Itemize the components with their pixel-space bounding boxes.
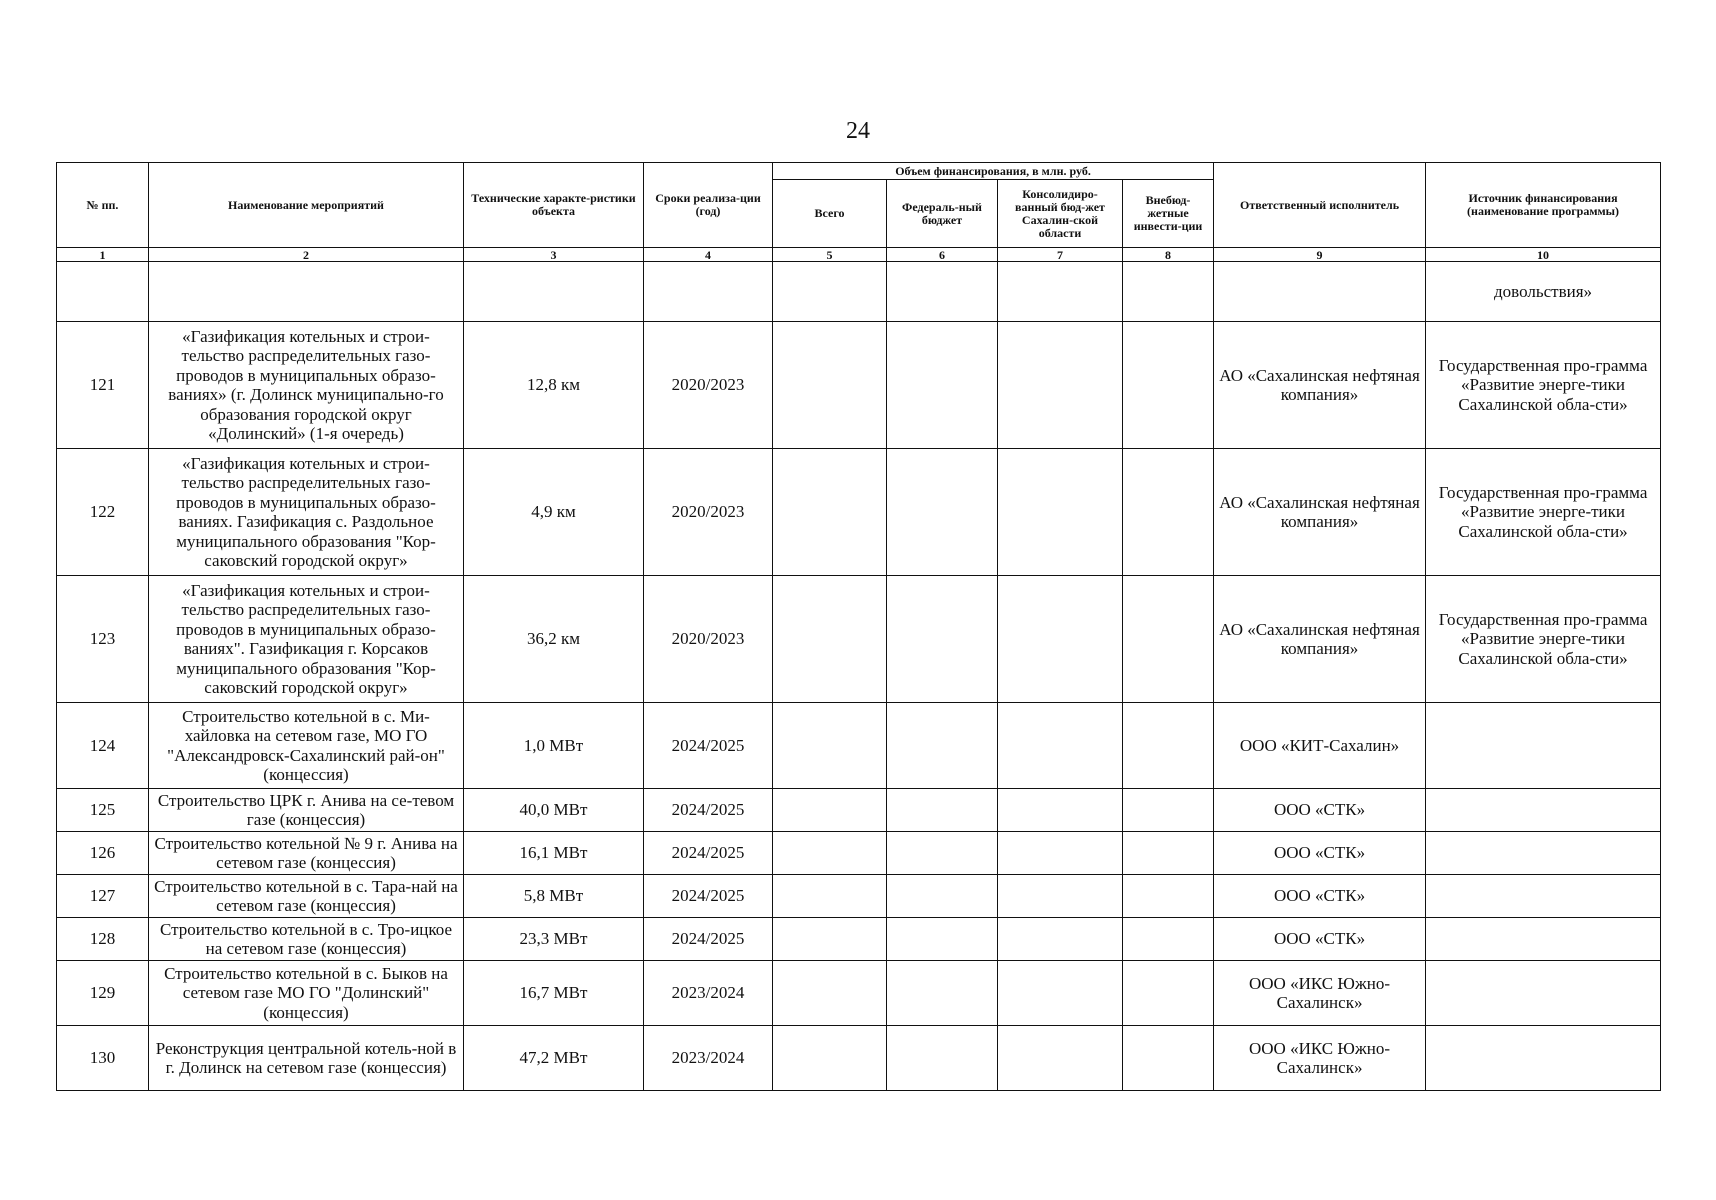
header-source: Источник финансирования (наименование программы) <box>1426 163 1661 248</box>
column-number: 2 <box>149 248 464 262</box>
row-number: 123 <box>57 576 149 703</box>
row-terms: 2024/2025 <box>644 789 773 832</box>
header-terms: Сроки реализа-ции (год) <box>644 163 773 248</box>
row-source: Государственная про-грамма «Развитие энерге-тики Сахалинской обла-сти» <box>1426 322 1661 449</box>
row-terms: 2024/2025 <box>644 703 773 789</box>
row-terms: 2020/2023 <box>644 576 773 703</box>
row-name: Строительство котельной № 9 г. Анива на сетевом газе (концессия) <box>149 832 464 875</box>
row-tech: 4,9 км <box>464 449 644 576</box>
row-number: 130 <box>57 1026 149 1091</box>
header-funding-group: Объем финансирования, в млн. руб. <box>773 163 1214 180</box>
row-source <box>1426 961 1661 1026</box>
table-row <box>57 1026 1661 1091</box>
row-source <box>1426 832 1661 875</box>
row-executor: ООО «КИТ-Сахалин» <box>1214 703 1426 789</box>
table-row <box>57 449 1661 576</box>
header-name: Наименование мероприятий <box>149 163 464 248</box>
column-numbers-row <box>57 248 1661 262</box>
header-tech: Технические характе-ристики объекта <box>464 163 644 248</box>
row-name: «Газификация котельных и строи-тельство распределительных газо-проводов в муниципальных образо-ваниях» (г. Долинск муниципально-го образования городской округ «Долинский» (1-я очередь) <box>149 322 464 449</box>
header-federal: Федераль-ный бюджет <box>887 180 998 248</box>
row-executor: ООО «ИКС Южно-Сахалинск» <box>1214 1026 1426 1091</box>
table-row <box>57 875 1661 918</box>
row-tech: 12,8 км <box>464 322 644 449</box>
header-num: № пп. <box>57 163 149 248</box>
row-tech: 36,2 км <box>464 576 644 703</box>
row-terms: 2023/2024 <box>644 1026 773 1091</box>
row-number: 124 <box>57 703 149 789</box>
column-number: 7 <box>998 248 1123 262</box>
column-number: 9 <box>1214 248 1426 262</box>
row-name: Строительство котельной в с. Быков на сетевом газе МО ГО "Долинский" (концессия) <box>149 961 464 1026</box>
row-executor: АО «Сахалинская нефтяная компания» <box>1214 449 1426 576</box>
continuation-row <box>57 262 1661 322</box>
row-name: Реконструкция центральной котель-ной в г. Долинск на сетевом газе (концессия) <box>149 1026 464 1091</box>
row-source: Государственная про-грамма «Развитие энерге-тики Сахалинской обла-сти» <box>1426 449 1661 576</box>
row-source <box>1426 703 1661 789</box>
row-executor: АО «Сахалинская нефтяная компания» <box>1214 576 1426 703</box>
row-number: 129 <box>57 961 149 1026</box>
row-terms: 2024/2025 <box>644 875 773 918</box>
row-terms: 2024/2025 <box>644 918 773 961</box>
row-executor: ООО «СТК» <box>1214 832 1426 875</box>
row-tech: 40,0 МВт <box>464 789 644 832</box>
row-executor: ООО «СТК» <box>1214 789 1426 832</box>
row-terms: 2024/2025 <box>644 832 773 875</box>
row-source <box>1426 1026 1661 1091</box>
row-source <box>1426 789 1661 832</box>
row-source <box>1426 875 1661 918</box>
row-terms: 2020/2023 <box>644 449 773 576</box>
table-row <box>57 961 1661 1026</box>
row-name: Строительство котельной в с. Ми-хайловка на сетевом газе, МО ГО "Александровск-Сахалинский рай-он" (концессия) <box>149 703 464 789</box>
row-source <box>1426 918 1661 961</box>
table-row <box>57 322 1661 449</box>
row-tech: 16,1 МВт <box>464 832 644 875</box>
row-number: 127 <box>57 875 149 918</box>
row-source: Государственная про-грамма «Развитие энерге-тики Сахалинской обла-сти» <box>1426 576 1661 703</box>
funding-table <box>56 162 1661 1091</box>
row-number: 125 <box>57 789 149 832</box>
row-name: «Газификация котельных и строи-тельство распределительных газо-проводов в муниципальных образо-ваниях. Газификация с. Раздольное муниципального образования "Кор-саковский городской округ» <box>149 449 464 576</box>
row-number: 121 <box>57 322 149 449</box>
header-total: Всего <box>773 180 887 248</box>
row-number: 128 <box>57 918 149 961</box>
continuation-text: довольствия» <box>1426 262 1661 322</box>
table-row <box>57 789 1661 832</box>
row-tech: 16,7 МВт <box>464 961 644 1026</box>
column-number: 4 <box>644 248 773 262</box>
table-row <box>57 576 1661 703</box>
column-number: 8 <box>1123 248 1214 262</box>
row-name: Строительство котельной в с. Тара-най на сетевом газе (концессия) <box>149 875 464 918</box>
row-name: Строительство котельной в с. Тро-ицкое на сетевом газе (концессия) <box>149 918 464 961</box>
row-name: «Газификация котельных и строи-тельство распределительных газо-проводов в муниципальных образо-ваниях". Газификация г. Корсаков муниципального образования "Кор-саковский городской округ» <box>149 576 464 703</box>
table-row <box>57 918 1661 961</box>
column-number: 1 <box>57 248 149 262</box>
row-tech: 23,3 МВт <box>464 918 644 961</box>
row-executor: ООО «ИКС Южно-Сахалинск» <box>1214 961 1426 1026</box>
column-number: 3 <box>464 248 644 262</box>
page-number: 24 <box>846 118 870 144</box>
row-terms: 2020/2023 <box>644 322 773 449</box>
row-executor: АО «Сахалинская нефтяная компания» <box>1214 322 1426 449</box>
column-number: 5 <box>773 248 887 262</box>
row-tech: 1,0 МВт <box>464 703 644 789</box>
header-consolidated: Консолидиро-ванный бюд-жет Сахалин-ской области <box>998 180 1123 248</box>
row-number: 122 <box>57 449 149 576</box>
table-row <box>57 832 1661 875</box>
row-executor: ООО «СТК» <box>1214 875 1426 918</box>
column-number: 10 <box>1426 248 1661 262</box>
row-tech: 47,2 МВт <box>464 1026 644 1091</box>
row-executor: ООО «СТК» <box>1214 918 1426 961</box>
table-row <box>57 703 1661 789</box>
row-name: Строительство ЦРК г. Анива на се-тевом газе (концессия) <box>149 789 464 832</box>
row-terms: 2023/2024 <box>644 961 773 1026</box>
row-tech: 5,8 МВт <box>464 875 644 918</box>
header-offbudget: Внебюд-жетные инвести-ции <box>1123 180 1214 248</box>
column-number: 6 <box>887 248 998 262</box>
row-number: 126 <box>57 832 149 875</box>
header-executor: Ответственный исполнитель <box>1214 163 1426 248</box>
